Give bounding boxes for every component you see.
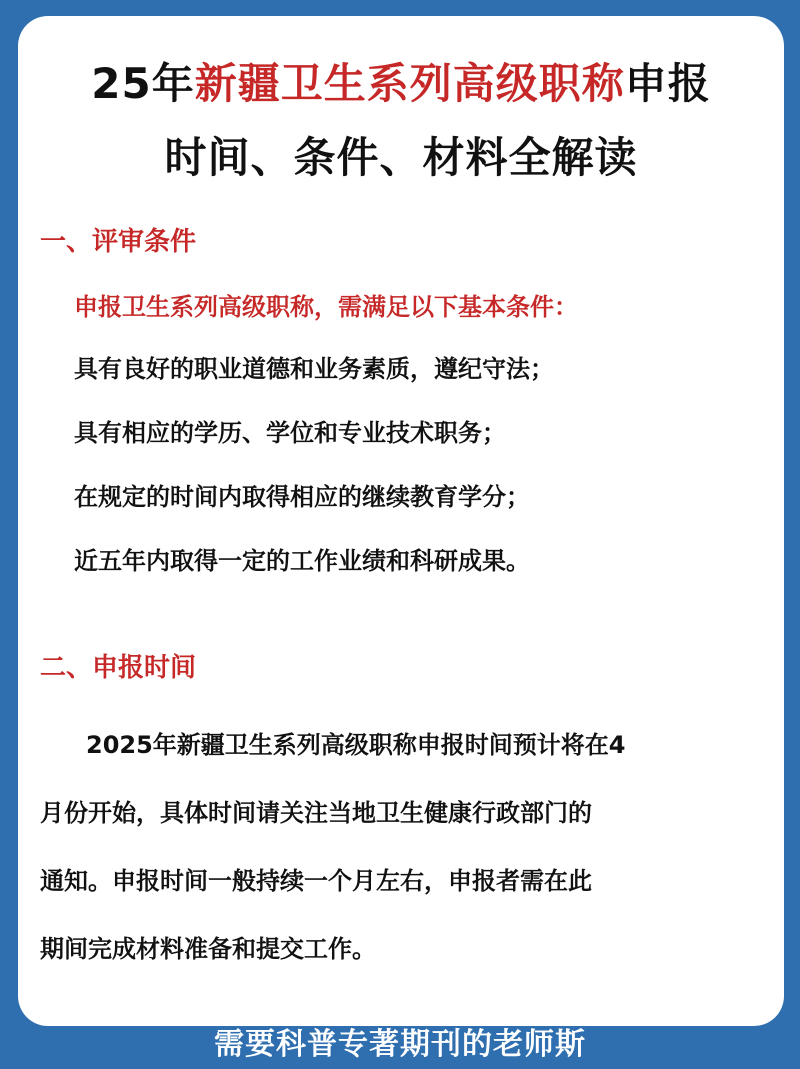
paragraph-line: 2025年新疆卫生系列高级职称申报时间预计将在4 bbox=[86, 731, 626, 759]
title-highlight: 新疆卫生系列高级职称 bbox=[194, 59, 625, 108]
section-heading-conditions: 一、评审条件 bbox=[40, 227, 197, 257]
title-prefix: 25年 bbox=[91, 59, 195, 108]
paragraph-line: 期间完成材料准备和提交工作。 bbox=[40, 935, 376, 963]
list-item: 在规定的时间内取得相应的继续教育学分； bbox=[74, 483, 530, 511]
title-suffix: 申报 bbox=[624, 59, 711, 108]
page-title-line-2: 时间、条件、材料全解读 bbox=[164, 133, 638, 182]
schedule-paragraph bbox=[40, 728, 760, 1000]
list-item: 具有良好的职业道德和业务素质，遵纪守法； bbox=[74, 355, 554, 383]
page-title-line-1 bbox=[18, 56, 784, 112]
conditions-intro: 申报卫生系列高级职称，需满足以下基本条件： bbox=[74, 293, 578, 321]
list-item: 具有相应的学历、学位和专业技术职务； bbox=[74, 419, 506, 447]
footer-banner: 需要科普专著期刊的老师斯 bbox=[214, 1027, 586, 1062]
paragraph-line: 月份开始，具体时间请关注当地卫生健康行政部门的 bbox=[40, 799, 592, 827]
paragraph-line: 通知。申报时间一般持续一个月左右，申报者需在此 bbox=[40, 867, 592, 895]
conditions-list bbox=[74, 352, 554, 608]
section-heading-schedule: 二、申报时间 bbox=[40, 653, 197, 683]
list-item: 近五年内取得一定的工作业绩和科研成果。 bbox=[74, 547, 530, 575]
content-card bbox=[18, 16, 784, 1026]
